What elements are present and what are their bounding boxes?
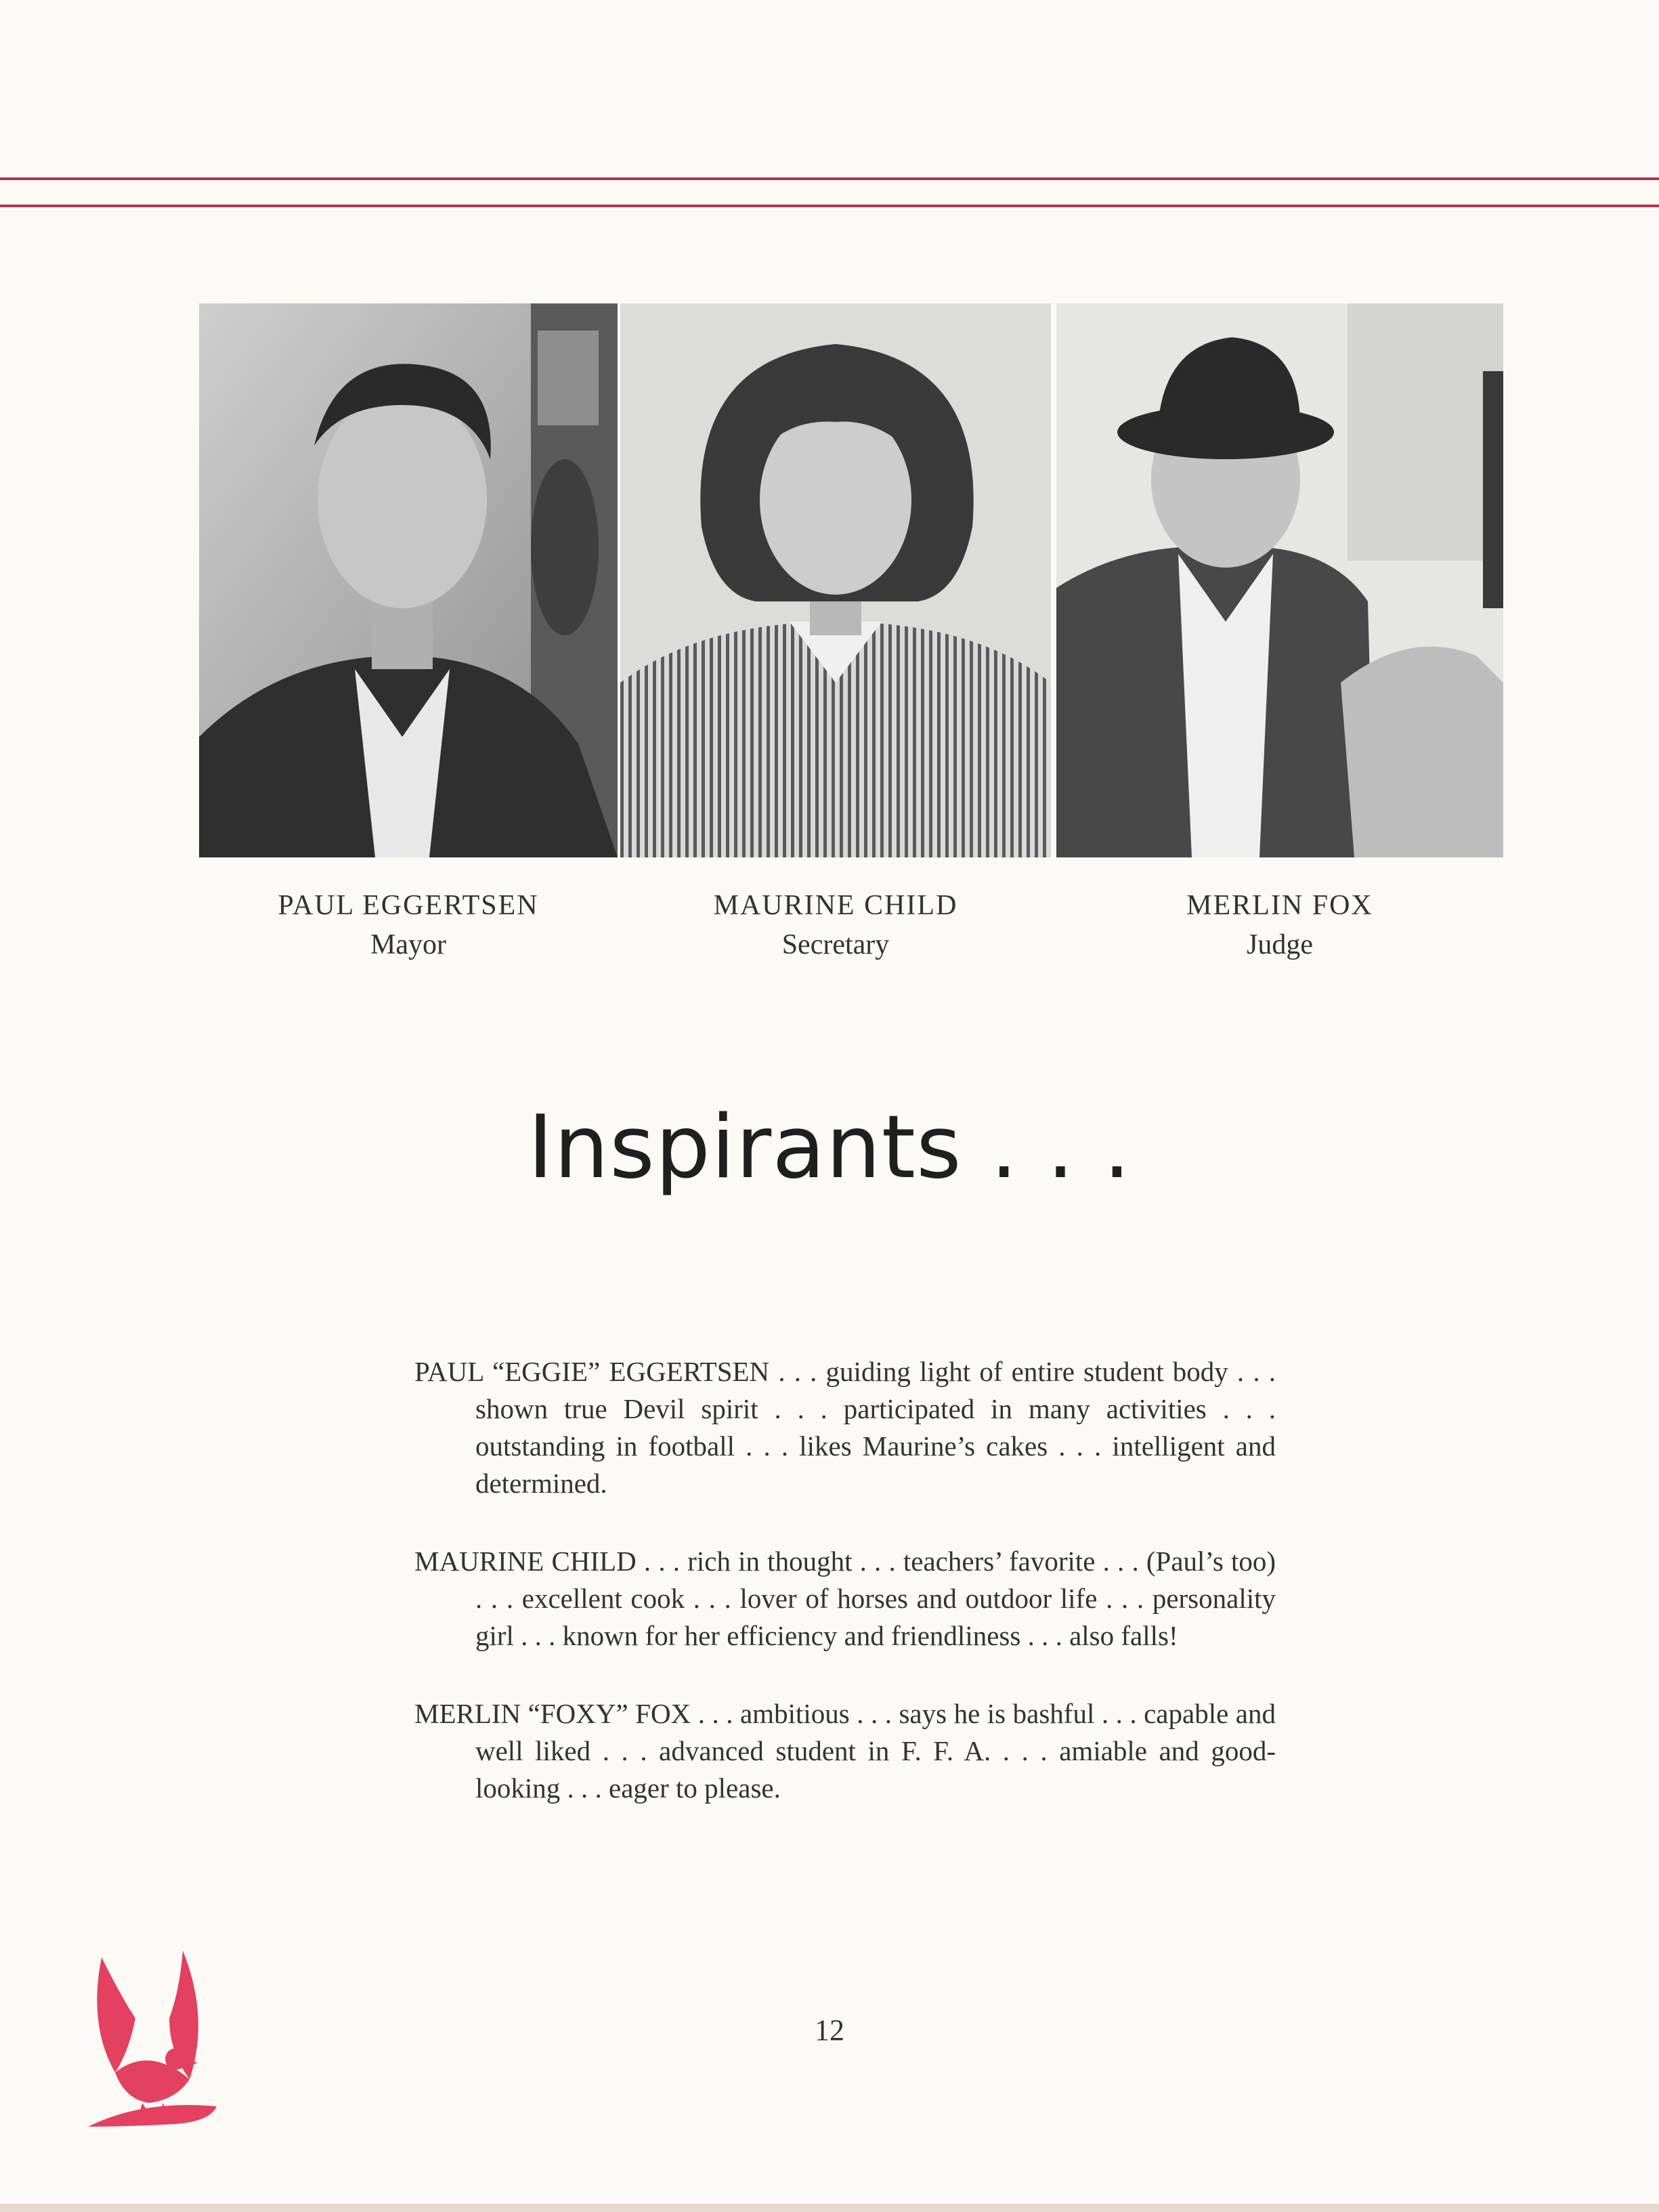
bottom-edge (0, 2204, 1659, 2212)
top-rule-upper (0, 177, 1659, 180)
top-rule-lower (0, 205, 1659, 207)
bio-paragraph-maurine: MAURINE CHILD . . . rich in thought . . . teachers’ favorite . . . (Paul’s too) . . . excellent cook . . . lover of horses and outdoor life . . . personality girl . . . known for her efficiency and friendliness . . . also falls! (414, 1546, 1276, 1651)
bio-paragraph-merlin: MERLIN “FOXY” FOX . . . ambitious . . . says he is bashful . . . capable and well liked . . . advanced student in F. F. A. . . . amiable and good-looking . . . eager to please. (414, 1698, 1276, 1804)
officer-role: Secretary (781, 929, 890, 960)
portrait-photo-2 (620, 303, 1051, 857)
portrait-photo-3 (1056, 303, 1503, 857)
bio-list (414, 1353, 1276, 1848)
officer-name: MERLIN FOX (1186, 890, 1373, 921)
page-number: 12 (815, 2014, 844, 2047)
officer-caption-3 (1056, 886, 1503, 964)
officer-name: MAURINE CHILD (713, 890, 958, 921)
bio-paragraph-paul: PAUL “EGGIE” EGGERTSEN . . . guiding light of entire student body . . . shown true Devil spirit . . . participated in many activities . . . outstanding in football . . . likes Maurine’s cakes . . . intelligent and determined. (414, 1356, 1276, 1499)
officer-name: PAUL EGGERTSEN (278, 890, 539, 921)
officer-caption-1 (199, 886, 618, 964)
officer-caption-2 (620, 886, 1051, 964)
officer-role: Judge (1247, 929, 1313, 960)
portrait-photo-1 (199, 303, 618, 857)
officer-role: Mayor (370, 929, 446, 960)
page-heading: Inspirants . . . (527, 1097, 1132, 1198)
